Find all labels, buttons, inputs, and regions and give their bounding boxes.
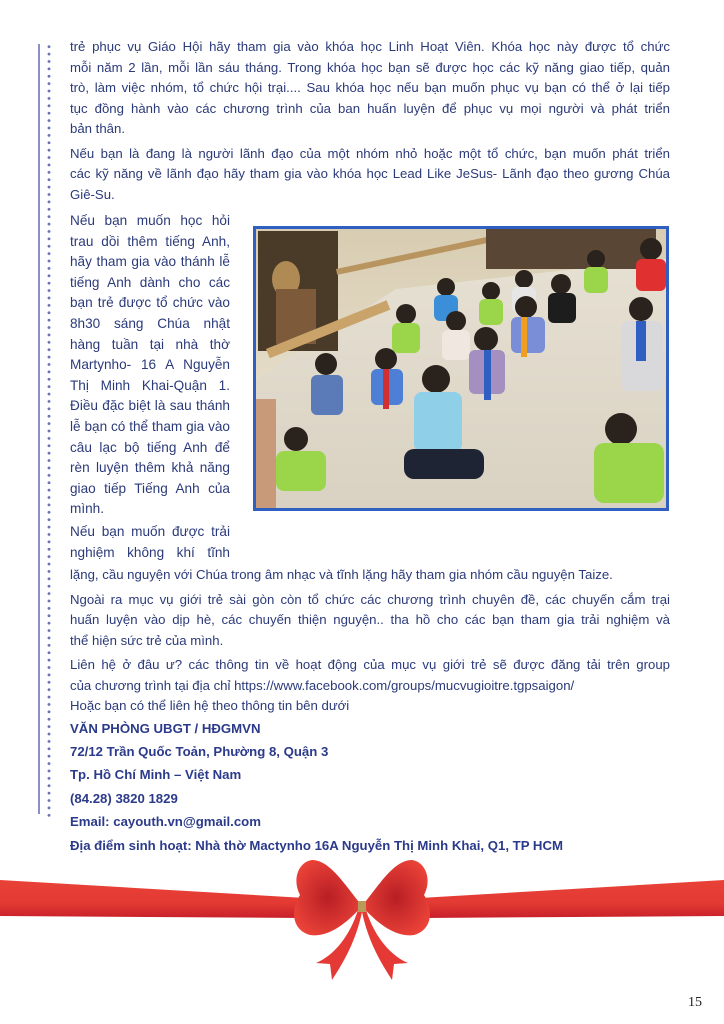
facebook-link-line[interactable]: của chương trình tại địa chỉ https://www.facebook.com/groups/mucvugioitre.tgpsaigon/	[70, 677, 575, 693]
ribbon-left-band	[0, 880, 305, 918]
bow-knot	[358, 901, 366, 912]
paragraph-english-mass: Nếu bạn muốn học hỏi trau dồi thêm tiếng Anh, hãy tham gia vào thánh lễ tiếng Anh dành cho các bạn trẻ được tổ chức vào 8h30 sáng Chúa nhật hàng tuần tại nhà thờ Martynho- 16 A Nguyễn Thị Minh Khai-Quận 1. Điều đặc biệt là sau thánh lễ bạn có thể tham gia vào câu lạc bộ tiếng Anh để rèn luyện thêm khả năng giao tiếp Tiếng Anh của mình.	[70, 213, 230, 517]
text-line: thể hiện sức trẻ của mình.	[70, 632, 224, 648]
text-line: Liên hệ ở đâu ư? các thông tin về hoạt động của mục vụ giới trẻ sẽ được đăng tải trên group	[70, 657, 670, 673]
text-line: tục đồng hành vào các chương trình của ban huấn luyện để phục vụ mọi người và phát triển	[70, 100, 670, 116]
page-number: 15	[688, 995, 702, 1010]
photo-side-text	[70, 211, 230, 565]
text-line: bản thân.	[70, 121, 125, 136]
text-line: Nếu bạn là đang là người lãnh đạo của một nhóm nhỏ hoặc một tổ chức, bạn muốn phát triển	[70, 145, 670, 161]
contact-office: VĂN PHÒNG UBGT / HĐGMVN	[70, 720, 261, 736]
text-line: trò, làm việc nhóm, tổ chức hội trại.... Sau khóa học nếu bạn muốn phục vụ bạn có thể ở lại tiếp	[70, 80, 670, 95]
left-margin-rule	[38, 44, 40, 814]
text-line: mỗi năm 2 lần, mỗi lần sáu tháng. Trong khóa học bạn sẽ được học các kỹ năng giao tiếp, quản	[70, 59, 670, 75]
contact-email[interactable]: Email: cayouth.vn@gmail.com	[70, 814, 261, 830]
bow-left-loop	[294, 860, 362, 935]
contact-city: Tp. Hồ Chí Minh – Việt Nam	[70, 767, 242, 783]
ribbon-right-band	[420, 880, 724, 918]
paragraph-linh-hoat-vien	[70, 37, 670, 140]
contact-address: 72/12 Trần Quốc Toản, Phường 8, Quận 3	[70, 744, 329, 759]
dotted-margin-decoration	[47, 43, 51, 819]
contact-block	[70, 719, 670, 856]
photo-illustration	[256, 229, 666, 508]
text-line: huấn luyện vào dịp hè, các chuyến thiện nguyện.. tha hồ cho các bạn tham gia trải nghiệm và	[70, 612, 670, 628]
paragraph-taize-end: lặng, cầu nguyện với Chúa trong âm nhạc và tĩnh lặng hãy tham gia nhóm cầu nguyện Taize.	[70, 567, 613, 583]
text-line: trẻ phục vụ Giáo Hội hãy tham gia vào khóa học Linh Hoạt Viên. Khóa học này được tổ chức	[70, 39, 670, 54]
text-line: các kỹ năng về lãnh đạo hãy tham gia vào khóa học Lead Like JeSus- Lãnh đạo theo gương Chúa	[70, 166, 670, 181]
paragraph-other-activities	[70, 590, 670, 652]
contact-phone: (84.28) 3820 1829	[70, 790, 178, 806]
paragraph-contact-intro: Hoặc bạn có thể liên hệ theo thông tin bên dưới	[70, 698, 350, 714]
bow-right-loop	[362, 860, 430, 935]
group-activity-photo	[253, 226, 669, 511]
contact-venue: Địa điểm sinh hoạt: Nhà thờ Mactynho 16A Nguyễn Thị Minh Khai, Q1, TP HCM	[70, 837, 563, 853]
text-line: Ngoài ra mục vụ giới trẻ sài gòn còn tổ chức các chương trình chuyên đề, các chuyến cắm trại	[70, 591, 670, 607]
paragraph-lead-like-jesus	[70, 144, 670, 206]
text-line: Giê-Su.	[70, 186, 115, 202]
paragraph-taize-start: Nếu bạn muốn được trải nghiệm không khí tĩnh	[70, 523, 230, 560]
paragraph-contact-info	[70, 655, 670, 696]
red-ribbon-bow-decoration	[0, 860, 724, 985]
